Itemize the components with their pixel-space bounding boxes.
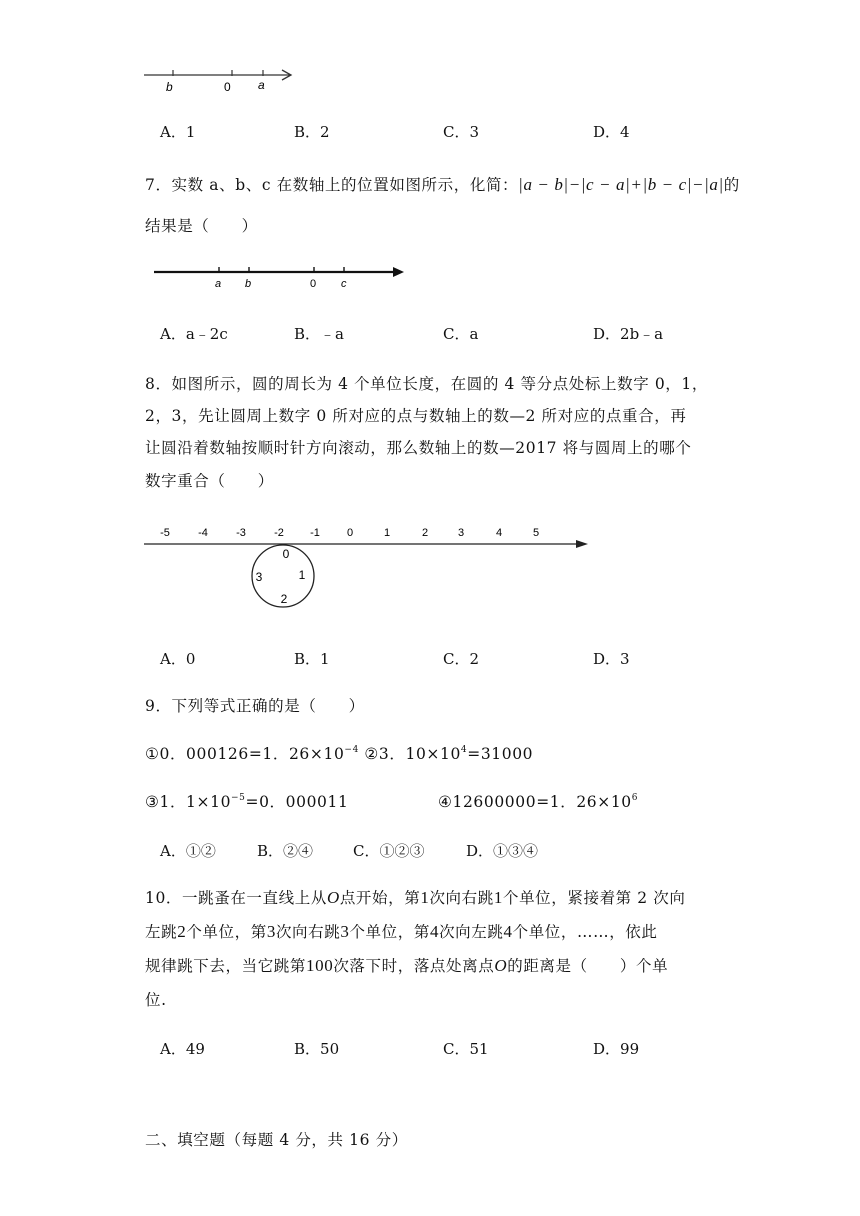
- q7-label-b: b: [245, 278, 252, 290]
- q8-tick-label: -2: [274, 527, 284, 539]
- q8-option-b[interactable]: B．1: [294, 650, 330, 668]
- q8-tick-label: 1: [383, 527, 391, 539]
- q10-text: 10．一跳蚤在一直线上从: [145, 889, 327, 907]
- q7-stem-line2: 结果是（ ）: [145, 217, 258, 235]
- q8-rolling-circle-figure: [140, 520, 600, 615]
- q10-number: 2: [177, 922, 187, 941]
- section-2-title: 二、填空题（每题 4 分，共 16 分）: [145, 1131, 408, 1149]
- q8-tick-labels: [160, 527, 539, 539]
- q8-stem-line1: 8．如图所示，圆的周长为 4 个单位长度，在圆的 4 等分点处标上数字 0，1，: [145, 375, 708, 393]
- q8-stem-line3: 让圆沿着数轴按顺时针方向滚动，那么数轴上的数—2017 将与圆周上的哪个: [145, 439, 692, 457]
- q9-item-3: ③1．1×10: [145, 793, 232, 811]
- q6-option-c[interactable]: C．3: [443, 123, 480, 141]
- q8-circle-label-1: 1: [298, 568, 306, 582]
- q7-number-line: [150, 262, 412, 292]
- q7-expr-part: +: [630, 175, 643, 194]
- q9-items-row1: [145, 742, 533, 764]
- q10-number: 1: [493, 888, 503, 907]
- q7-stem-tail: 的: [723, 176, 740, 194]
- q10-text: 次向右跳: [275, 923, 341, 941]
- q10-number: 1: [420, 888, 430, 907]
- q7-option-b[interactable]: B．﹣a: [294, 325, 344, 343]
- q6-label-b: b: [166, 80, 173, 94]
- q7-stem: [145, 173, 740, 195]
- q9-item-4-wrap: [438, 790, 638, 812]
- q9-item-3-wrap: [145, 790, 348, 812]
- q10-point-o: O: [326, 888, 340, 907]
- q10-stem-line1: [145, 886, 686, 908]
- q7-option-d[interactable]: D．2b﹣a: [593, 325, 664, 343]
- q10-point-o: O: [494, 956, 508, 975]
- q10-text: 个单位，紧接着第 2 次向: [502, 889, 686, 907]
- q8-circle-label-3: 3: [255, 570, 263, 584]
- q10-stem-line2: [145, 920, 658, 942]
- q7-expr-part: |b − c|: [642, 175, 693, 194]
- q7-option-c[interactable]: C．a: [443, 325, 479, 343]
- q10-text: 规律跳下去，当它跳第: [145, 957, 307, 975]
- q7-label-a: a: [215, 278, 222, 290]
- q8-stem-line2: 2，3，先让圆周上数字 0 所对应的点与数轴上的数—2 所对应的点重合，再: [145, 407, 687, 425]
- q10-number: 100: [306, 956, 334, 975]
- q9-stem: 9．下列等式正确的是（ ）: [145, 697, 365, 715]
- q10-option-c[interactable]: C．51: [443, 1040, 489, 1058]
- q10-text: 的距离是（ ）个单: [507, 957, 669, 975]
- q9-option-b[interactable]: B．②④: [257, 842, 314, 860]
- q8-option-a[interactable]: A．0: [160, 650, 196, 668]
- q10-number: 3: [340, 922, 350, 941]
- q7-label-c: c: [341, 278, 347, 290]
- q6-option-a[interactable]: A．1: [160, 123, 196, 141]
- q10-text: 次落下时，落点处离点: [333, 957, 495, 975]
- q8-tick-label: 4: [495, 527, 503, 539]
- q8-tick-label: 3: [457, 527, 465, 539]
- q7-expression: [518, 175, 724, 194]
- q10-option-b[interactable]: B．50: [294, 1040, 340, 1058]
- q8-tick-label: -5: [160, 527, 170, 539]
- q7-stem-text: 7．实数 a、b、c 在数轴上的位置如图所示，化简：: [145, 176, 519, 194]
- q10-option-a[interactable]: A．49: [160, 1040, 205, 1058]
- q10-number: 4: [429, 922, 440, 941]
- q10-text: 左跳: [145, 923, 178, 941]
- q6-option-b[interactable]: B．2: [294, 123, 330, 141]
- q8-circle-label-0: 0: [282, 547, 290, 561]
- q10-text: 个单位，第: [186, 923, 267, 941]
- q9-option-a[interactable]: A．①②: [160, 842, 216, 860]
- q9-item-2-tail: =31000: [467, 745, 534, 763]
- q9-item-1-exponent: −4: [344, 745, 359, 755]
- q8-tick-label: -1: [310, 527, 320, 539]
- q10-stem-line3: [145, 954, 668, 976]
- q6-label-a: a: [258, 78, 265, 92]
- q7-expr-part: −: [568, 175, 581, 194]
- q9-item-4-exponent: 6: [631, 793, 639, 803]
- q10-text: 次向左跳: [439, 923, 504, 941]
- q7-expr-part: |c − a|: [580, 175, 631, 194]
- q8-circle-label-2: 2: [280, 592, 288, 606]
- q7-label-0: 0: [310, 278, 317, 290]
- q8-tick-label: 0: [346, 527, 354, 539]
- q6-number-line: [140, 66, 300, 96]
- q7-expr-part: |a − b|: [518, 175, 569, 194]
- q8-option-c[interactable]: C．2: [443, 650, 480, 668]
- q7-expr-part: |a|: [704, 175, 724, 194]
- q10-text: 个单位，……，依此: [512, 923, 658, 941]
- q7-expr-part: −: [692, 175, 705, 194]
- q6-label-0: 0: [224, 80, 231, 94]
- q7-option-a[interactable]: A．a﹣2c: [160, 325, 228, 343]
- q8-tick-label: 2: [421, 527, 429, 539]
- q9-item-1: ①0．000126=1．26×10: [145, 745, 345, 763]
- q8-tick-label: -4: [198, 527, 208, 539]
- q10-number: 4: [503, 922, 513, 941]
- q6-option-d[interactable]: D．4: [593, 123, 630, 141]
- q8-option-d[interactable]: D．3: [593, 650, 630, 668]
- q10-text: 个单位，第: [349, 923, 430, 941]
- q9-item-3-tail: =0．000011: [245, 793, 349, 811]
- q10-number: 3: [266, 922, 276, 941]
- q10-text: 次向右跳: [429, 889, 494, 907]
- q9-item-3-exponent: −5: [231, 793, 246, 803]
- q9-option-d[interactable]: D．①③④: [466, 842, 539, 860]
- q9-option-c[interactable]: C．①②③: [353, 842, 425, 860]
- q10-stem-line4: 位.: [145, 991, 167, 1009]
- q8-stem-line4: 数字重合（ ）: [145, 472, 274, 490]
- q9-item-2-exponent: 4: [460, 745, 468, 755]
- q8-tick-label: -3: [236, 527, 246, 539]
- q9-item-2: ②3．10×10: [364, 745, 461, 763]
- q10-text: 点开始，第: [339, 889, 421, 907]
- q8-tick-label: 5: [532, 527, 540, 539]
- q10-option-d[interactable]: D．99: [593, 1040, 640, 1058]
- q9-item-4: ④12600000=1．26×10: [438, 793, 632, 811]
